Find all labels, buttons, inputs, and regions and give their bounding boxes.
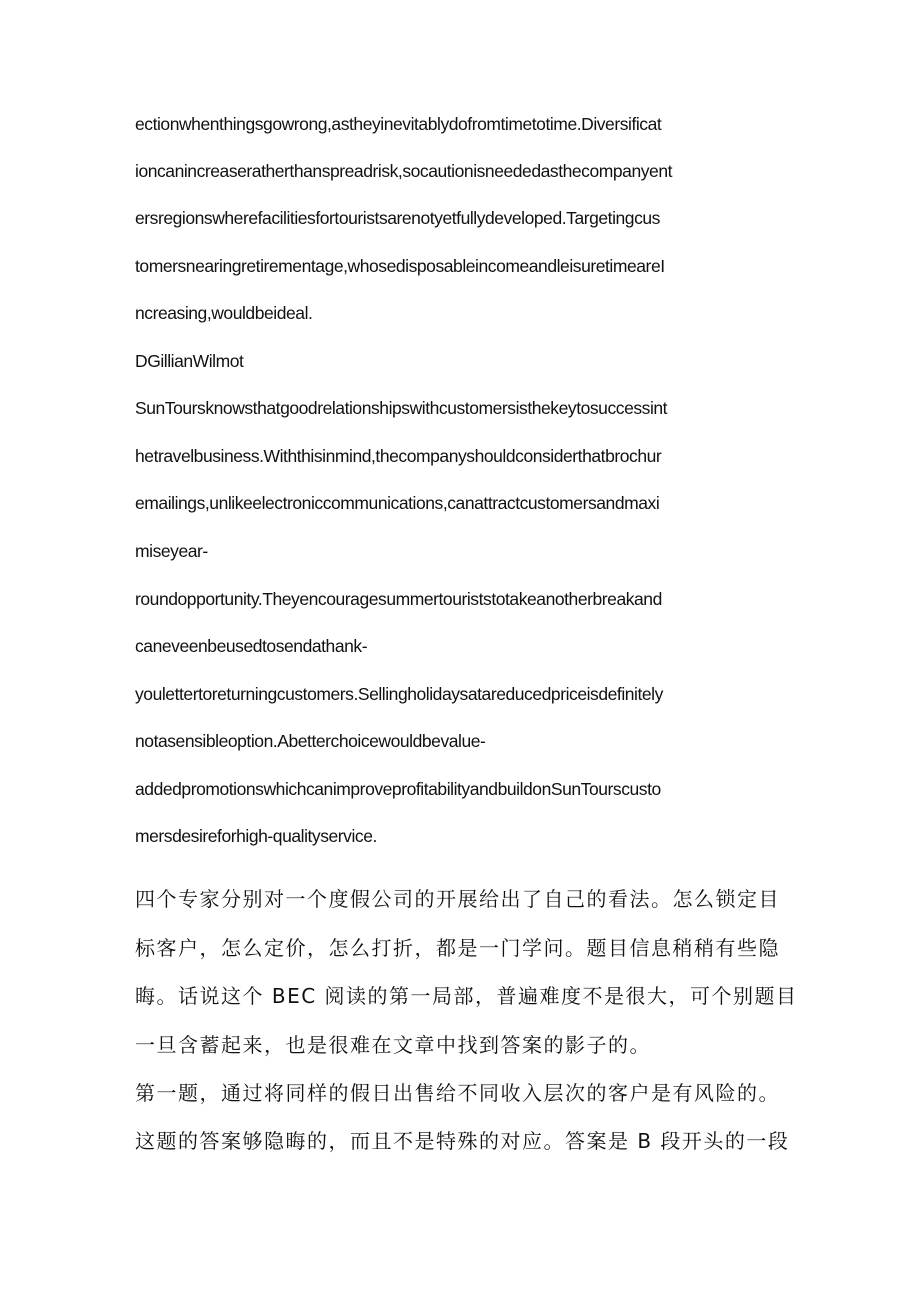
chinese-line: 这题的答案够隐晦的，而且不是特殊的对应。答案是 B 段开头的一段 — [135, 1129, 790, 1153]
english-line: tomersnearingretirementage,whosedisposableincomeandleisuretimeareI — [135, 256, 665, 276]
english-line: roundopportunity.Theyencouragesummertouriststotakeanotherbreakand — [135, 589, 662, 609]
english-line: SunToursknowsthatgoodrelationshipswithcustomersisthekeytosuccessint — [135, 398, 668, 418]
english-line: miseyear- — [135, 541, 208, 561]
english-line: notasensibleoption.Abetterchoicewouldbevalue- — [135, 731, 486, 751]
english-line: youlettertoreturningcustomers.Sellingholidaysatareducedpriceisdefinitely — [135, 684, 663, 704]
chinese-line: 一旦含蓄起来，也是很难在文章中找到答案的影子的。 — [135, 1033, 651, 1057]
english-line: ncreasing,wouldbeideal. — [135, 303, 313, 323]
english-line: ectionwhenthingsgowrong,astheyinevitablydofromtimetotime.Diversificat — [135, 114, 662, 134]
chinese-line: 第一题，通过将同样的假日出售给不同收入层次的客户是有风险的。 — [135, 1081, 780, 1105]
english-line: hetravelbusiness.Withthisinmind,thecompanyshouldconsiderthatbrochur — [135, 446, 662, 466]
english-line: emailings,unlikeelectroniccommunications,canattractcustomersandmaxi — [135, 493, 660, 513]
english-line: ersregionswherefacilitiesfortouristsarenotyetfullydeveloped.Targetingcus — [135, 208, 660, 228]
english-line: caneveenbeusedtosendathank- — [135, 636, 368, 656]
chinese-line: 四个专家分别对一个度假公司的开展给出了自己的看法。怎么锁定目 — [135, 887, 780, 911]
english-line: ioncanincreaseratherthanspreadrisk,socautionisneededasthecompanyent — [135, 161, 673, 181]
english-line: addedpromotionswhichcanimproveprofitabilityandbuildonSunTourscusto — [135, 779, 661, 799]
english-line: mersdesireforhigh-qualityservice. — [135, 826, 377, 846]
chinese-line: 晦。话说这个 BEC 阅读的第一局部，普遍难度不是很大，可个别题目 — [135, 984, 798, 1008]
section-heading: DGillianWilmot — [135, 351, 244, 371]
chinese-line: 标客户，怎么定价，怎么打折，都是一门学问。题目信息稍稍有些隐 — [135, 936, 780, 960]
